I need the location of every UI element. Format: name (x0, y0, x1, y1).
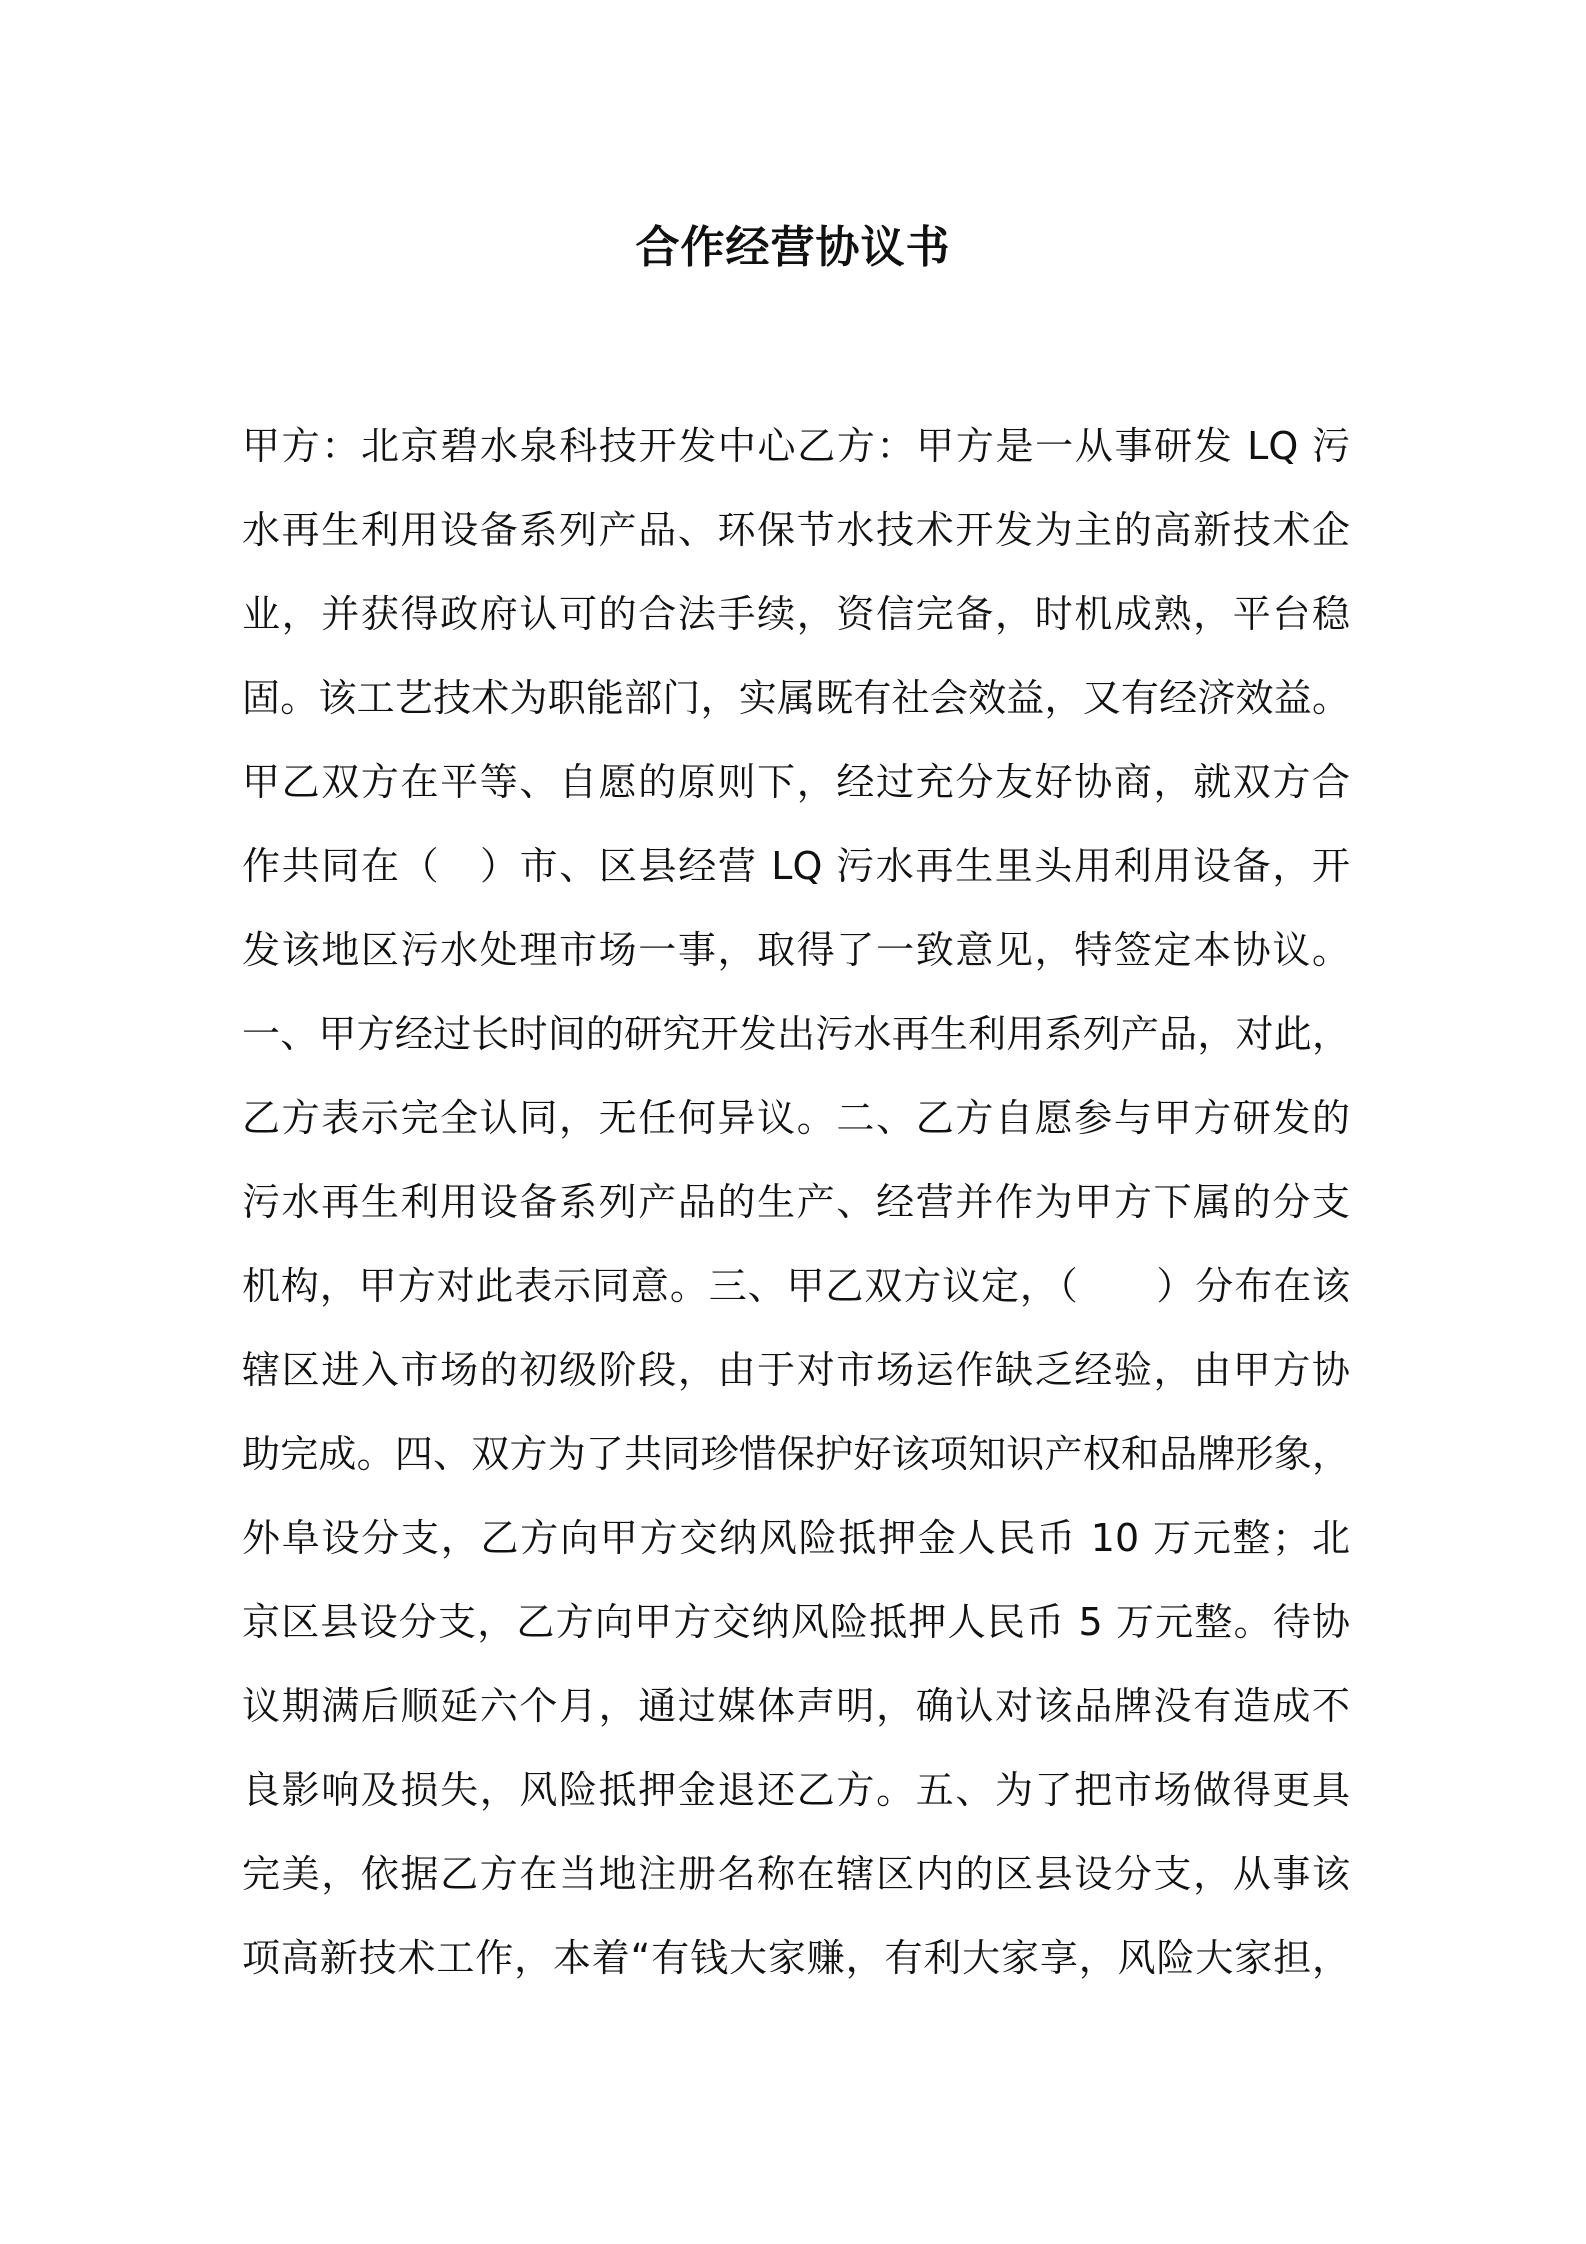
body-line-3: 业，并获得政府认可的合法手续，资信完备，时机成熟，平台稳 (242, 592, 1350, 636)
body-line-18: 完美，依据乙方在当地注册名称在辖区内的区县设分支，从事该 (242, 1852, 1350, 1896)
body-line-15: 京区县设分支，乙方向甲方交纳风险抵押人民币 5 万元整。待协 (242, 1600, 1350, 1644)
body-line-12: 辖区进入市场的初级阶段，由于对市场运作缺乏经验，由甲方协 (242, 1348, 1350, 1392)
body-line-14: 外阜设分支，乙方向甲方交纳风险抵押金人民币 10 万元整；北 (242, 1516, 1350, 1560)
body-line-8: 一、甲方经过长时间的研究开发出污水再生利用系列产品，对此， (242, 1012, 1350, 1056)
body-line-16: 议期满后顺延六个月，通过媒体声明，确认对该品牌没有造成不 (242, 1684, 1350, 1728)
body-line-1: 甲方：北京碧水泉科技开发中心乙方：甲方是一从事研发 LQ 污 (242, 424, 1350, 468)
document-title: 合作经营协议书 (635, 222, 951, 273)
body-line-10: 污水再生利用设备系列产品的生产、经营并作为甲方下属的分支 (242, 1180, 1350, 1224)
body-line-7: 发该地区污水处理市场一事，取得了一致意见，特签定本协议。 (242, 928, 1350, 972)
body-line-9: 乙方表示完全认同，无任何异议。二、乙方自愿参与甲方研发的 (242, 1096, 1350, 1140)
document-body (242, 404, 1350, 2000)
body-line-11: 机构，甲方对此表示同意。三、甲乙双方议定，（ ）分布在该 (242, 1264, 1350, 1308)
body-line-5: 甲乙双方在平等、自愿的原则下，经过充分友好协商，就双方合 (242, 760, 1350, 804)
body-line-13: 助完成。四、双方为了共同珍惜保护好该项知识产权和品牌形象， (242, 1432, 1350, 1476)
body-line-4: 固。该工艺技术为职能部门，实属既有社会效益，又有经济效益。 (242, 676, 1350, 720)
body-line-2: 水再生利用设备系列产品、环保节水技术开发为主的高新技术企 (242, 508, 1350, 552)
body-line-17: 良影响及损失，风险抵押金退还乙方。五、为了把市场做得更具 (242, 1768, 1350, 1812)
body-line-6: 作共同在（ ）市、区县经营 LQ 污水再生里头用利用设备，开 (242, 844, 1350, 888)
body-line-19: 项高新技术工作，本着“有钱大家赚，有利大家享，风险大家担， (242, 1936, 1350, 1980)
